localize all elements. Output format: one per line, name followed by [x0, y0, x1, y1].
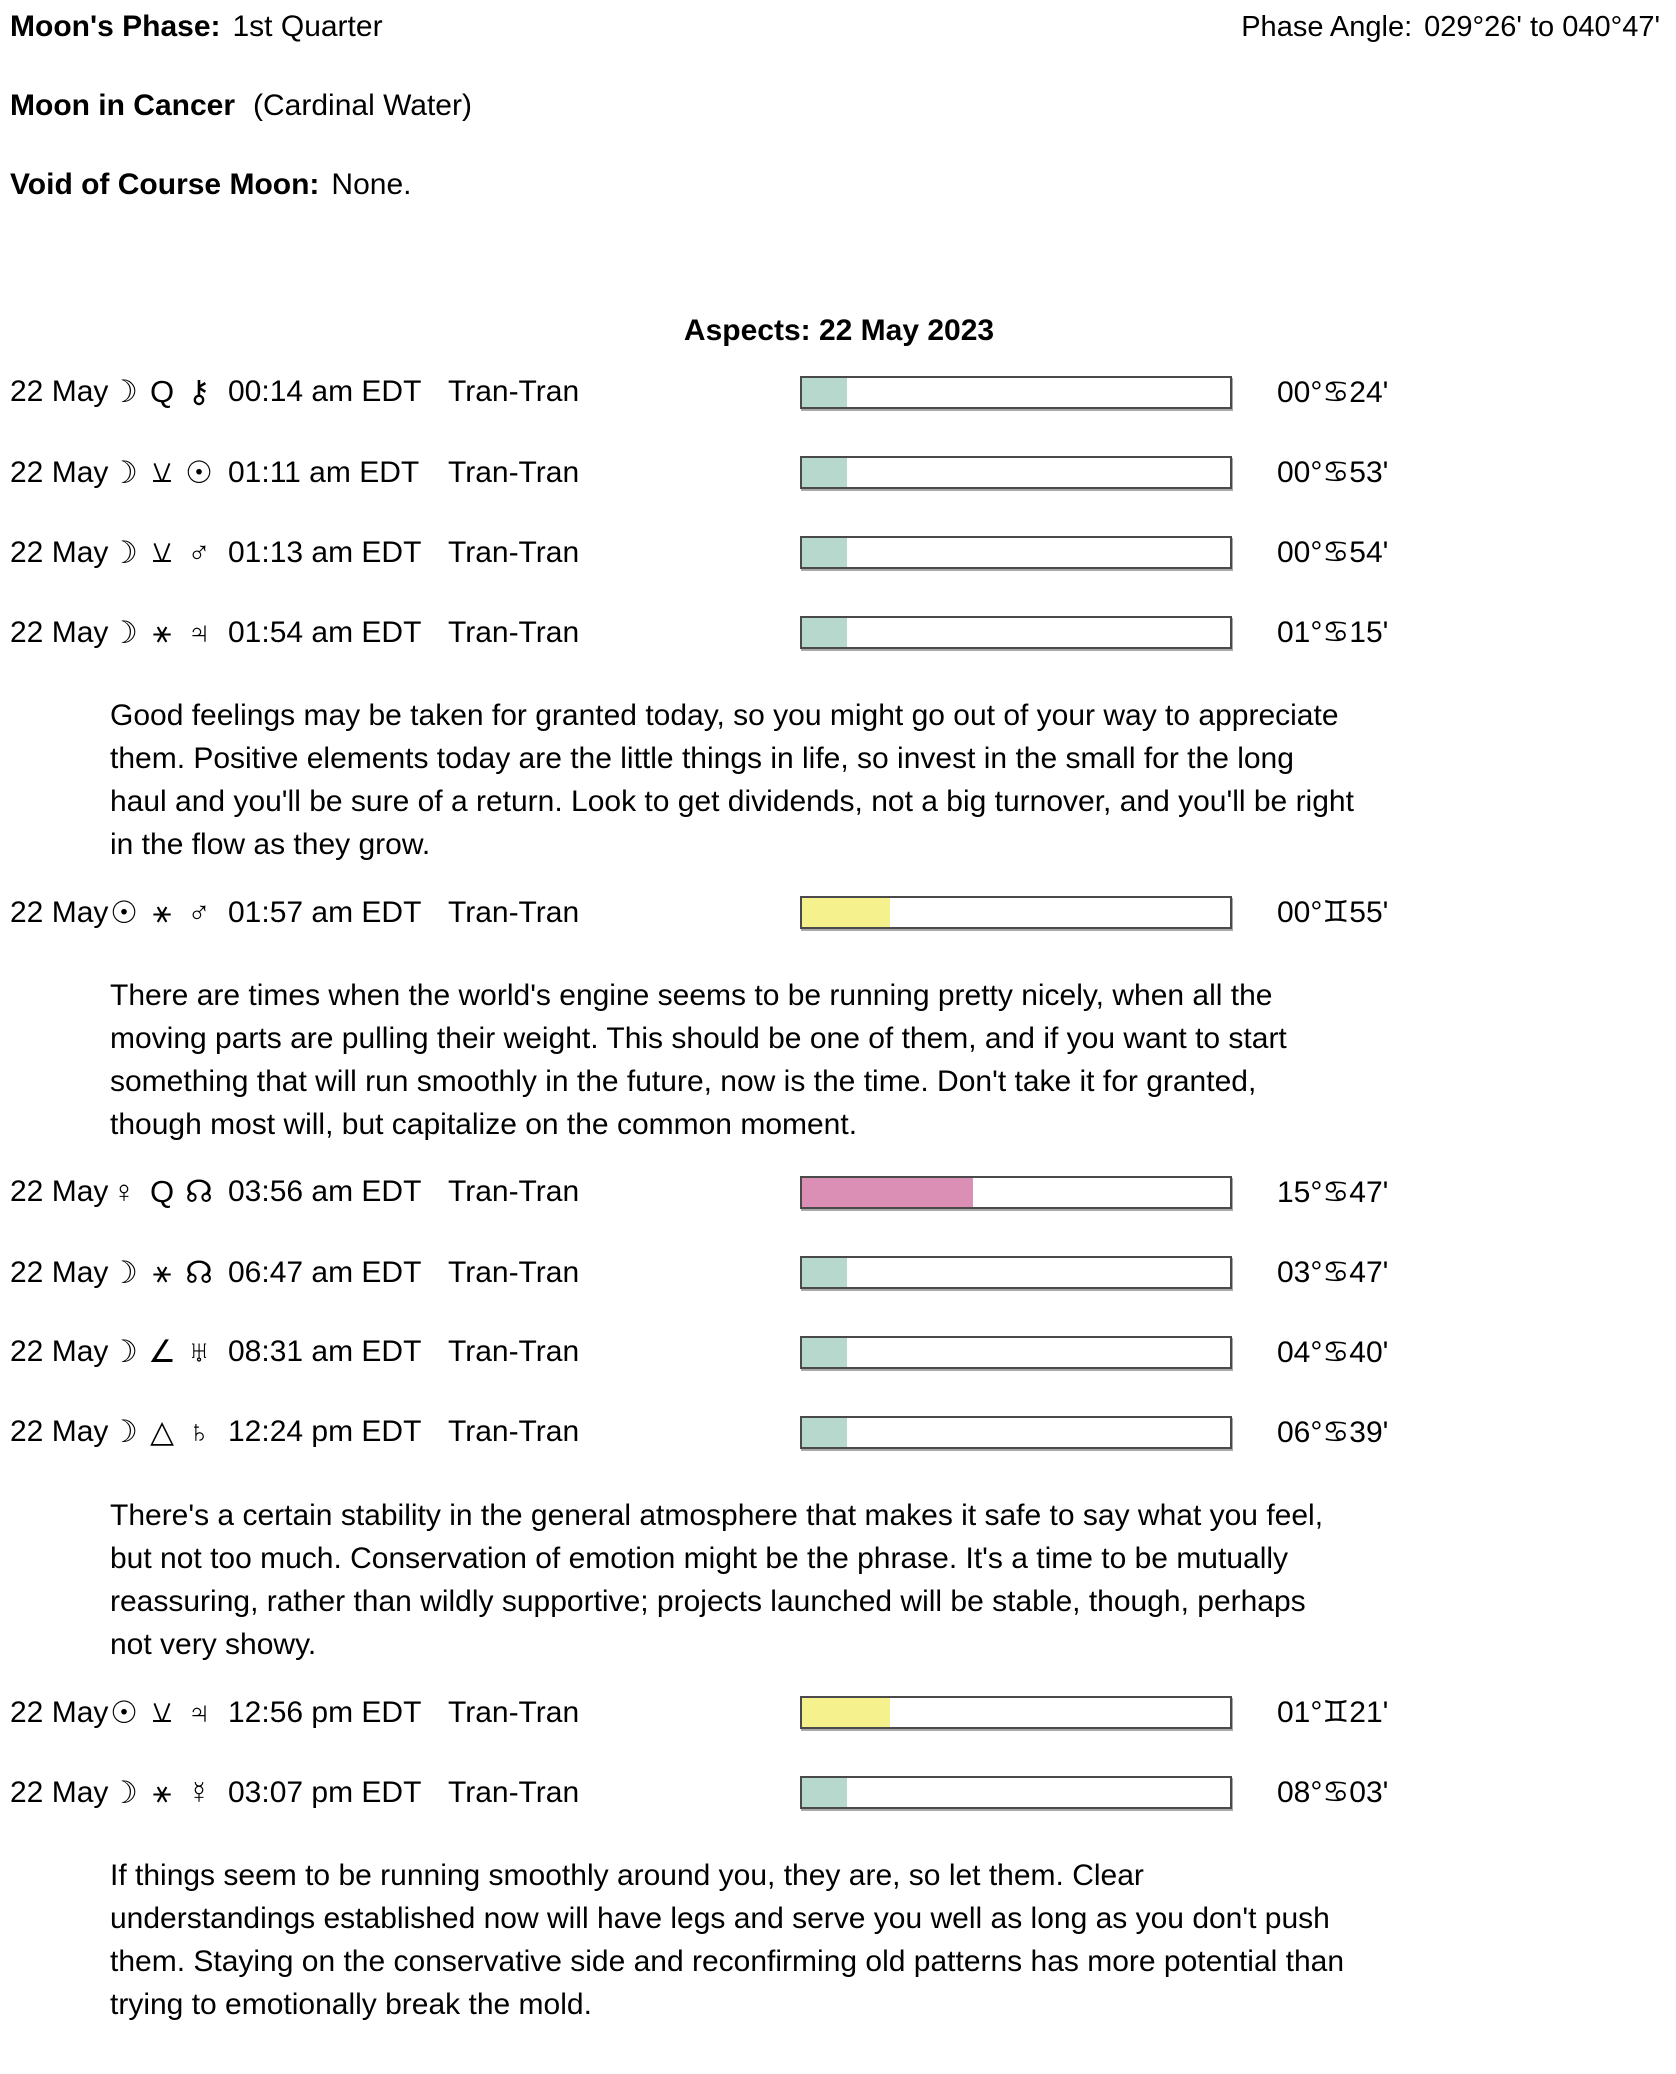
aspect-list [10, 374, 1668, 2026]
trine-symbol: △ [150, 1414, 174, 1449]
sextile-symbol: ⚹ [152, 1254, 172, 1289]
aspect-row-text [10, 1414, 800, 1450]
aspect-row-text [10, 454, 800, 491]
aspect-date: 22 May [10, 375, 109, 408]
aspect-type: Tran-Tran [448, 1695, 580, 1729]
orb-progress-fill [802, 1258, 847, 1287]
semisextile-symbol: ⚺ [151, 454, 173, 489]
aspect-degree-value: 00°♋24' [1277, 375, 1389, 409]
aspect-date: 22 May [10, 1335, 109, 1368]
sun-symbol: ☉ [185, 454, 213, 490]
orb-progress-bar [800, 376, 1232, 409]
phase-angle-value: 029°26' to 040°47' [1424, 11, 1660, 43]
north-node-symbol: ☊ [185, 1174, 213, 1209]
aspect-type: Tran-Tran [448, 895, 580, 929]
aspect-type: Tran-Tran [448, 615, 580, 649]
orb-progress-fill [802, 458, 847, 487]
aspect-row [10, 894, 1668, 930]
aspect-type: Tran-Tran [448, 535, 580, 569]
aspect-time: 03:07 pm EDT [228, 1775, 422, 1809]
aspect-time: 00:14 am EDT [228, 375, 422, 408]
aspect-row [10, 1694, 1668, 1730]
aspect-time: 01:11 am EDT [228, 455, 420, 489]
aspect-date: 22 May [10, 1775, 109, 1809]
aspect-type: Tran-Tran [448, 1415, 580, 1448]
aspect-row-text [10, 534, 800, 571]
aspect-row-text [10, 1254, 800, 1291]
orb-progress-fill [802, 1698, 890, 1727]
void-of-course-line [10, 168, 411, 202]
aspect-block [10, 1334, 1668, 1367]
orb-progress-bar [800, 1696, 1232, 1729]
aspect-row-text [10, 894, 800, 931]
aspect-type: Tran-Tran [448, 1255, 580, 1289]
aspect-row [10, 1414, 1668, 1447]
void-of-course-label: Void of Course Moon: [10, 168, 320, 201]
aspect-date: 22 May [10, 535, 109, 569]
aspect-row-text [10, 614, 800, 651]
phase-angle-label: Phase Angle: [1241, 11, 1413, 43]
sextile-symbol: ⚹ [152, 614, 172, 649]
aspect-time: 06:47 am EDT [228, 1255, 422, 1289]
orb-progress-bar [800, 1776, 1232, 1809]
semisquare-symbol: ∠ [148, 1334, 176, 1369]
aspect-time: 12:56 pm EDT [228, 1695, 422, 1729]
aspect-degree-value: 01°♋15' [1277, 616, 1389, 649]
moon-symbol: ☽ [110, 374, 138, 409]
aspect-row [10, 534, 1668, 570]
moon-phase-value: 1st Quarter [232, 10, 383, 43]
jupiter-symbol: ♃ [187, 614, 211, 650]
aspect-block [10, 1174, 1668, 1207]
aspect-degree-value: 03°♋47' [1277, 1256, 1389, 1289]
moon-sign-label: Moon in Cancer [10, 89, 236, 122]
moon-symbol: ☽ [110, 1254, 138, 1290]
mars-symbol: ♂ [187, 534, 211, 570]
interpretation-text: There's a certain stability in the general atmosphere that makes it safe to say what you feel, but not too much. Conservation of emotion might be the phrase. It's a time to be mutually reassuring, rather than wildly supportive; projects launched will be stable, though, perhaps not very showy. [110, 1499, 1324, 1661]
aspect-date: 22 May [10, 895, 109, 929]
orb-progress-bar [800, 1256, 1232, 1289]
mercury-symbol: ☿ [187, 1774, 211, 1810]
chiron-symbol: ⚷ [187, 374, 211, 409]
moon-sign-line [10, 89, 472, 123]
sun-symbol: ☉ [110, 894, 138, 930]
aspect-block [10, 1694, 1668, 1730]
aspect-type: Tran-Tran [448, 1775, 580, 1809]
orb-progress-fill [802, 1338, 847, 1367]
orb-progress-bar [800, 456, 1232, 489]
interpretation-text: If things seem to be running smoothly around you, they are, so let them. Clear understandings established now will have legs and serve you well as long as you don't push them. Staying on the conservative side and reconfirming old patterns has more potential than trying to emotionally break the mold. [110, 1859, 1345, 2021]
sextile-symbol: ⚹ [152, 1774, 172, 1809]
aspect-time: 01:13 am EDT [228, 535, 422, 569]
moon-symbol: ☽ [110, 614, 138, 650]
void-of-course-value: None. [331, 168, 412, 201]
aspect-degree-value: 06°♋39' [1277, 1415, 1389, 1449]
aspect-degree-value: 15°♋47' [1277, 1175, 1389, 1209]
aspect-date: 22 May [10, 1695, 109, 1729]
semisextile-symbol: ⚺ [151, 534, 173, 569]
aspect-row [10, 374, 1668, 407]
aspect-degree-value: 08°♋03' [1277, 1776, 1389, 1809]
orb-progress-fill [802, 1178, 973, 1207]
aspect-degree-value: 04°♋40' [1277, 1335, 1389, 1369]
aspect-row-text [10, 1334, 800, 1370]
aspect-row [10, 1774, 1668, 1810]
aspect-time: 01:57 am EDT [228, 895, 422, 929]
aspect-date: 22 May [10, 455, 109, 489]
sextile-symbol: ⚹ [152, 894, 172, 929]
orb-progress-bar [800, 1176, 1232, 1209]
aspect-row [10, 1174, 1668, 1207]
aspect-time: 01:54 am EDT [228, 615, 422, 649]
aspect-block [10, 374, 1668, 407]
jupiter-symbol: ♃ [187, 1694, 211, 1730]
interpretation-text: There are times when the world's engine seems to be running pretty nicely, when all the moving parts are pulling their weight. This should be one of them, and if you want to start something that will run smoothly in the future, now is the time. Don't take it for granted, though most will, but capitalize on the common moment. [110, 979, 1287, 1141]
aspect-row-text [10, 1774, 800, 1811]
orb-progress-bar [800, 896, 1232, 929]
aspect-block [10, 454, 1668, 490]
aspect-type: Tran-Tran [448, 1175, 580, 1208]
moon-sign-note: (Cardinal Water) [253, 89, 472, 122]
aspect-degree-value: 00°♋53' [1277, 456, 1389, 489]
orb-progress-bar [800, 1416, 1232, 1449]
aspect-type: Tran-Tran [448, 455, 580, 489]
aspect-row-text [10, 1174, 800, 1210]
aspect-block [10, 1254, 1668, 1290]
semisextile-symbol: ⚺ [151, 1694, 173, 1729]
aspect-row [10, 614, 1668, 650]
moon-symbol: ☽ [110, 534, 138, 570]
header-line-3 [10, 168, 1668, 202]
aspect-row-text [10, 374, 800, 410]
orb-progress-fill [802, 1418, 847, 1447]
aspect-block [10, 614, 1668, 866]
aspect-date: 22 May [10, 1415, 109, 1448]
quintile-symbol: Q [149, 1174, 175, 1209]
moon-symbol: ☽ [110, 1774, 138, 1810]
aspect-row [10, 1254, 1668, 1290]
aspect-block [10, 534, 1668, 570]
uranus-symbol: ♅ [187, 1334, 211, 1369]
moon-symbol: ☽ [110, 1414, 138, 1449]
moon-phase-line [10, 10, 383, 44]
aspect-degree-value: 00°♋54' [1277, 536, 1389, 569]
orb-progress-bar [800, 616, 1232, 649]
aspect-date: 22 May [10, 1175, 109, 1208]
aspect-type: Tran-Tran [448, 375, 580, 408]
header-line-1 [10, 10, 1668, 44]
aspect-row [10, 454, 1668, 490]
aspect-time: 08:31 am EDT [228, 1335, 422, 1368]
north-node-symbol: ☊ [185, 1254, 213, 1290]
moon-symbol: ☽ [110, 454, 138, 490]
aspects-title: Aspects: 22 May 2023 [683, 314, 995, 347]
phase-angle-line [1241, 11, 1660, 44]
saturn-symbol: ♄ [187, 1414, 211, 1449]
moon-phase-label: Moon's Phase: [10, 10, 221, 43]
aspect-block [10, 1414, 1668, 1666]
aspect-date: 22 May [10, 1255, 109, 1289]
quintile-symbol: Q [149, 374, 175, 409]
mars-symbol: ♂ [187, 894, 211, 930]
orb-progress-bar [800, 1336, 1232, 1369]
orb-progress-fill [802, 538, 847, 567]
aspect-row [10, 1334, 1668, 1367]
aspect-date: 22 May [10, 615, 109, 649]
venus-symbol: ♀ [112, 1174, 136, 1209]
aspect-row-text [10, 1694, 800, 1731]
orb-progress-fill [802, 378, 847, 407]
header-line-2 [10, 89, 1668, 123]
orb-progress-fill [802, 898, 890, 927]
aspect-degree-value: 01°♊21' [1277, 1696, 1389, 1729]
interpretation-text: Good feelings may be taken for granted today, so you might go out of your way to appreciate them. Positive elements today are the little things in life, so invest in the small for the long haul and you'll be sure of a return. Look to get dividends, not a big turnover, and you'll be right in the flow as they grow. [110, 699, 1354, 861]
sun-symbol: ☉ [110, 1694, 138, 1730]
aspect-time: 03:56 am EDT [228, 1175, 422, 1208]
aspect-type: Tran-Tran [448, 1335, 580, 1368]
aspect-block [10, 1774, 1668, 2026]
moon-symbol: ☽ [110, 1334, 138, 1369]
orb-progress-bar [800, 536, 1232, 569]
aspect-time: 12:24 pm EDT [228, 1415, 422, 1448]
orb-progress-fill [802, 1778, 847, 1807]
aspect-block [10, 894, 1668, 1146]
orb-progress-fill [802, 618, 847, 647]
aspect-degree-value: 00°♊55' [1277, 896, 1389, 929]
